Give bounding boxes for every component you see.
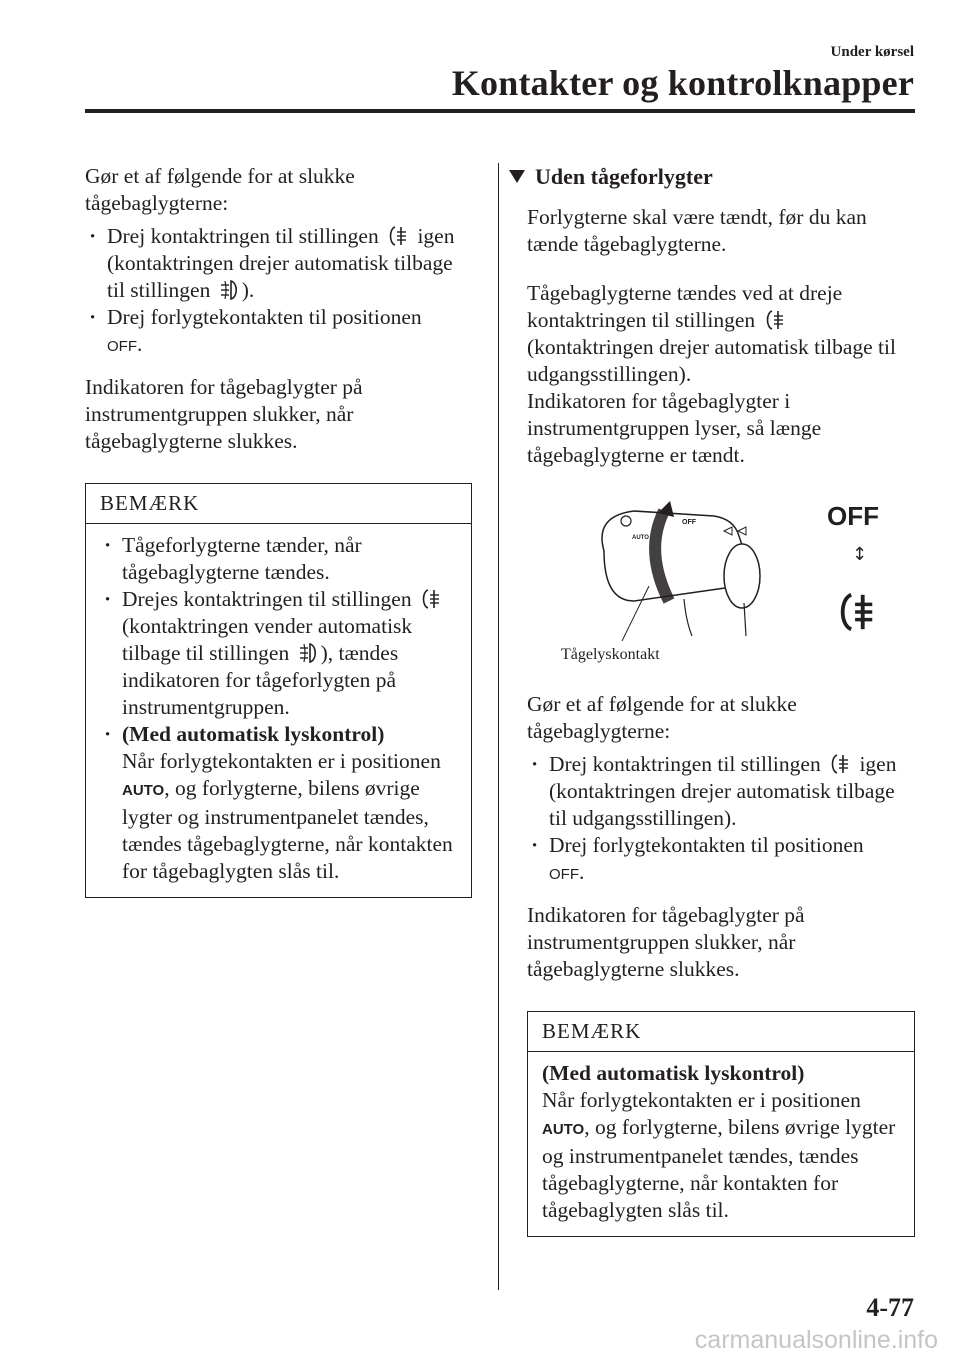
rear-fog-light-icon (419, 588, 443, 610)
right-para-2-text-b: (kontaktringen drejer automatisk tilbage til udgangsstillingen). (527, 335, 896, 386)
right-para-1: Forlygterne skal være tændt, før du kan tænde tågebaglygterne. (527, 205, 867, 256)
note-item-3 (100, 721, 461, 885)
right-bullet-1-text-a: Drej kontaktringen til stillingen (549, 752, 821, 776)
off-position-label: OFF (107, 338, 137, 355)
note-heading: BEMÆRK (528, 1012, 914, 1052)
left-intro: Gør et af følgende for at slukke tågebaglygterne: (85, 164, 355, 215)
left-bullet-1-text-c: ). (241, 278, 255, 302)
left-column (85, 163, 470, 898)
note-item-2-text-a: Drejes kontaktringen til stillingen (122, 587, 412, 611)
note-item-3-text-a: Når forlygtekontakten er i positionen (122, 749, 441, 773)
left-bullet-1-text-b: igen (kontaktringen drejer automatisk tilbage til stillingen (107, 224, 455, 302)
watermark: carmanualsonline.info (694, 1326, 938, 1354)
left-bullet-2 (85, 304, 470, 360)
triangle-marker-icon (509, 170, 525, 183)
right-column (527, 163, 915, 1237)
bullet-dot: · (104, 587, 112, 611)
auto-position-label: AUTO (542, 1121, 585, 1138)
front-fog-light-icon (297, 642, 319, 664)
rear-fog-light-icon (834, 591, 880, 633)
page-title: Kontakter og kontrolknapper (451, 63, 914, 103)
bullet-dot: · (89, 224, 97, 248)
bullet-dot: · (531, 833, 539, 857)
note-item-1-text: Tågeforlygterne tænder, når tågebaglygterne tændes. (122, 533, 362, 584)
right-para-3: Indikatoren for tågebaglygter i instrumentgruppen lyser, så længe tågebaglygterne er tændt. (527, 389, 822, 467)
off-position-label: OFF (549, 866, 579, 883)
stalk-auto-text: AUTO (632, 535, 649, 541)
right-bullet-2-text: Drej forlygtekontakten til positionen (549, 833, 864, 857)
subheading (509, 163, 915, 190)
bullet-dot: · (531, 752, 539, 776)
right-bullet-1-text-b: igen (kontaktringen drejer automatisk tilbage til udgangsstillingen). (549, 752, 897, 830)
note-item-2-text-b: (kontaktringen vender automatisk tilbage til stillingen (122, 614, 413, 665)
subheading-text: Uden tågeforlygter (535, 164, 713, 189)
right-para-2 (527, 280, 915, 388)
right-bullet-1 (527, 751, 915, 832)
note-item-2-text-c: ), tændes indikatoren for tågeforlygten på instrumentgruppen. (122, 641, 399, 719)
double-arrow-icon: ↕ (852, 544, 868, 565)
note-item-text-b: , og forlygterne, bilens øvrige lygter og instrumentpanelet tændes, tændes tågebaglygterne, når kontakten for tågebaglygten slås til. (542, 1115, 896, 1222)
left-bullet-1 (85, 223, 470, 304)
note-heading: BEMÆRK (86, 484, 471, 524)
period: . (137, 332, 143, 356)
note-item-text-a: Når forlygtekontakten er i positionen (542, 1088, 861, 1112)
right-indicator-text: Indikatoren for tågebaglygter på instrumentgruppen slukker, når tågebaglygterne slukkes. (527, 903, 805, 981)
left-indicator-text: Indikatoren for tågebaglygter på instrumentgruppen slukker, når tågebaglygterne slukkes. (85, 375, 363, 453)
note-body (528, 1052, 914, 1236)
rear-fog-light-icon (386, 225, 410, 247)
rear-fog-light-icon (828, 753, 852, 775)
note-body (86, 524, 471, 897)
section-label: Under kørsel (830, 44, 914, 60)
stalk-illustration (574, 491, 774, 641)
bullet-dot: · (89, 305, 97, 329)
right-intro: Gør et af følgende for at slukke tågebaglygterne: (527, 692, 797, 743)
right-para-2-text-a: Tågebaglygterne tændes ved at dreje kontaktringen til stillingen (527, 281, 843, 332)
figure-caption: Tågelyskontakt (561, 646, 660, 663)
note-item-1 (100, 532, 461, 586)
front-fog-light-icon (218, 279, 240, 301)
off-indicator-label: OFF (827, 501, 879, 531)
fog-switch-figure (527, 491, 915, 671)
left-bullet-1-text-a: Drej kontaktringen til stillingen (107, 224, 379, 248)
right-bullet-2 (527, 832, 915, 888)
left-note-box (85, 483, 472, 898)
column-divider (498, 163, 499, 1290)
stalk-off-text: OFF (682, 519, 696, 526)
bullet-dot: · (104, 533, 112, 557)
right-note-box (527, 1011, 915, 1237)
left-bullet-2-text: Drej forlygtekontakten til positionen (107, 305, 422, 329)
note-item-2 (100, 586, 461, 721)
auto-position-label: AUTO (122, 782, 165, 799)
period: . (579, 860, 585, 884)
header-rule (85, 109, 915, 113)
rear-fog-light-icon (763, 309, 787, 331)
note-item-3-heading: (Med automatisk lyskontrol) (122, 722, 385, 746)
note-item-3-text-b: , og forlygterne, bilens øvrige lygter og instrumentpanelet tændes, tændes tågebaglygterne, når kontakten for tågebaglygten slås til. (122, 776, 453, 883)
bullet-dot: · (104, 722, 112, 746)
page-number: 4-77 (866, 1293, 914, 1322)
note-item-heading: (Med automatisk lyskontrol) (542, 1061, 805, 1085)
